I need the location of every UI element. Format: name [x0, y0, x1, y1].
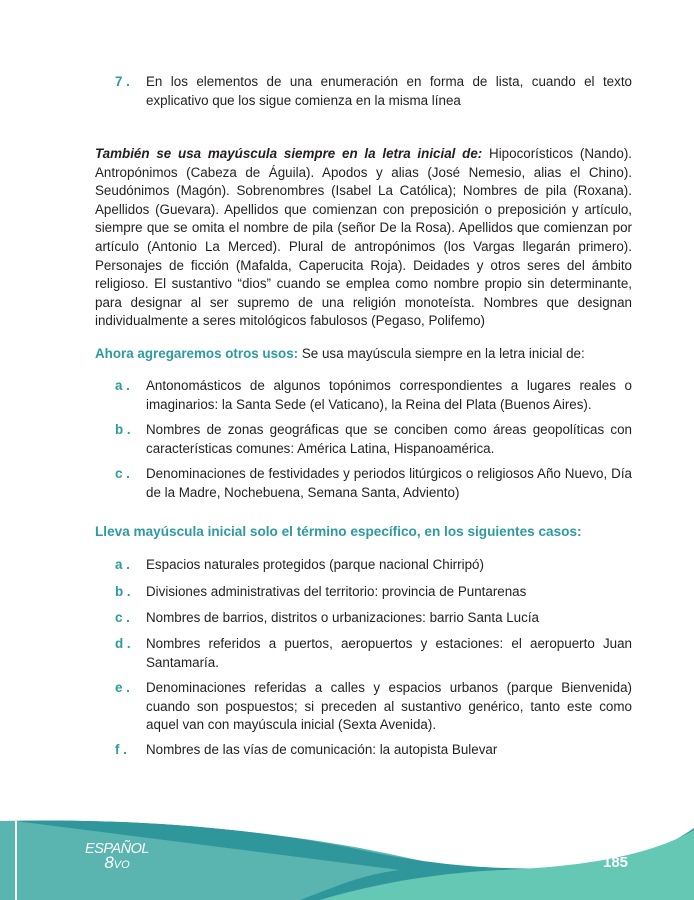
list-item-b: [115, 421, 632, 458]
list-item-7: [115, 73, 632, 110]
list-item-text: En los elementos de una enumeración en forma de lista, cuando el texto explicativo que los sigue comienza en la misma línea: [146, 74, 632, 108]
list-item-label: 7 .: [115, 74, 130, 89]
list-item-a: [115, 377, 632, 414]
paragraph-body: Hipocorísticos (Nando). Antropónimos (Cabeza de Águila). Apodos y alias (José Nemesio, alias el Chino). Seudónimos (Magón). Sobrenombres (Isabel La Católica); Nombres de pila (Roxana). Apellidos (Guevara). Apellidos que comienzan con preposición o preposición y artículo, siempre que se omita el nombre de pila (señor De la Rosa). Apellidos que comienzan por artículo (Antonio La Merced). Plural de antropónimos (los Vargas llegarán primero). Personajes de ficción (Mafalda, Caperucita Roja). Deidades y otros seres del ámbito religioso. El sustantivo “dios” cuando se emplea como nombre propio sin determinante, para designar al ser supremo de una religión monoteísta. Nombres que designan individualmente a seres mitológicos fabulosos (Pegaso, Polifemo): [95, 146, 632, 329]
list-item-a: [115, 556, 632, 575]
list-item-label: e .: [115, 680, 130, 695]
list-item-text: Antonomásticos de algunos topónimos correspondientes a lugares reales o imaginarios: la Santa Sede (el Vaticano), la Reina del Plata (Buenos Aires).: [146, 378, 632, 412]
book-logo: [72, 842, 162, 872]
list-item-label: a .: [115, 378, 130, 393]
list-item-c: [115, 609, 632, 628]
list-item-label: b .: [115, 422, 131, 437]
list-item-text: Espacios naturales protegidos (parque nacional Chirripó): [146, 557, 484, 572]
heading-lleva: Lleva mayúscula inicial solo el término específico, en los siguientes casos:: [95, 524, 582, 539]
list-item-text: Nombres de las vías de comunicación: la autopista Bulevar: [146, 742, 498, 757]
heading-ahora: [95, 345, 632, 364]
list-item-b: [115, 583, 632, 602]
list-item-f: [115, 741, 632, 760]
list-item-label: a .: [115, 557, 130, 572]
logo-grade-suffix: VO: [113, 859, 130, 871]
list-item-text: Nombres de barrios, distritos o urbanizaciones: barrio Santa Lucía: [146, 610, 539, 625]
list-item-text: Divisiones administrativas del territorio: provincia de Puntarenas: [146, 584, 527, 599]
paragraph-tambien: [95, 145, 632, 331]
list-item-label: f .: [115, 742, 127, 757]
paragraph-lead: También se usa mayúscula siempre en la letra inicial de:: [95, 146, 483, 161]
list-item-text: Denominaciones de festividades y periodos litúrgicos o religiosos Año Nuevo, Día de la Madre, Nochebuena, Semana Santa, Adviento): [146, 466, 632, 500]
list-item-label: d .: [115, 636, 131, 651]
list-item-text: Nombres referidos a puertos, aeropuertos y estaciones: el aeropuerto Juan Santamaría.: [146, 636, 632, 670]
list-item-label: b .: [115, 584, 131, 599]
logo-title: ESPAÑOL: [85, 841, 149, 857]
list-item-label: c .: [115, 610, 130, 625]
logo-grade: [72, 853, 162, 872]
list-item-text: Denominaciones referidas a calles y espacios urbanos (parque Bienvenida) cuando son pospuestos; si preceden al sustantivo genérico, tanto este como aquel van con mayúscula inicial (Sexta Avenida).: [146, 680, 632, 733]
list-item-label: c .: [115, 466, 130, 481]
list-item-text: Nombres de zonas geográficas que se conciben como áreas geopolíticas con características comunes: América Latina, Hispanoamérica.: [146, 422, 632, 456]
list-item-c: [115, 465, 632, 502]
heading-rest: Se usa mayúscula siempre en la letra inicial de:: [298, 346, 585, 361]
heading-lead: Ahora agregaremos otros usos:: [95, 346, 299, 361]
logo-grade-number: 8: [104, 853, 114, 872]
list-item-e: [115, 679, 632, 735]
page-number: 185: [603, 854, 629, 871]
list-item-d: [115, 635, 632, 672]
